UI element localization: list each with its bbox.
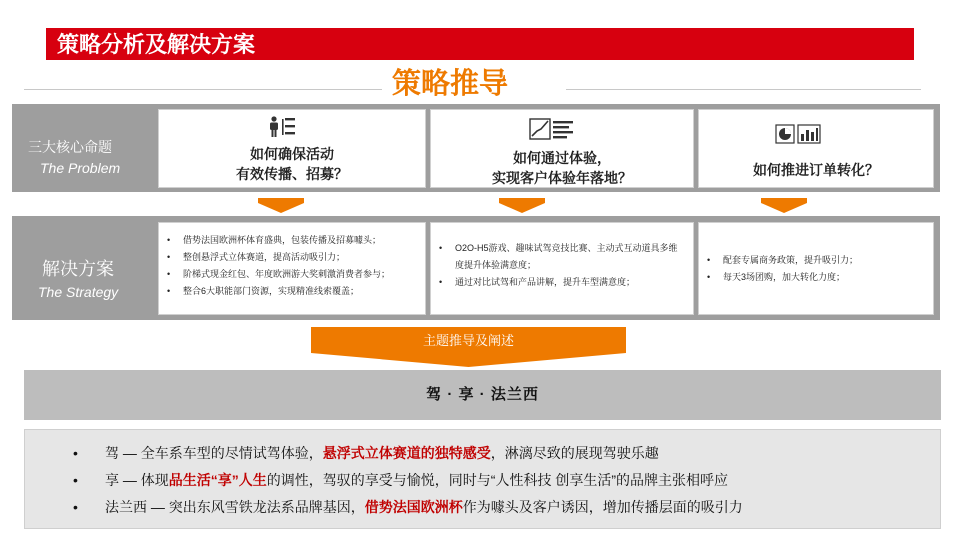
- theme-detail-text: 驾 — 全车系车型的尽情试驾体验，: [105, 445, 323, 461]
- strategy-card-1: [158, 222, 426, 315]
- bullet: •: [73, 499, 78, 515]
- strategy-label-cn: 解决方案: [42, 259, 114, 279]
- bullet: •: [73, 472, 78, 488]
- list-item: • 借势法国欧洲杯体育盛典，包装传播及招募噱头；: [161, 232, 425, 249]
- problem-card-2-line2: 实现客户体验年落地？: [492, 170, 632, 186]
- list-item: • O2O-H5游戏、趣味试驾竞技比赛、主动式互动道具多维度提升体验满意度；: [433, 240, 683, 274]
- people-org-icon: [267, 116, 299, 138]
- theme-detail-text: 作为噱头及客户诱因，增加传播层面的吸引力: [462, 499, 743, 515]
- page-title: 策略分析及解决方案: [57, 32, 256, 57]
- down-arrow-2: [499, 198, 545, 213]
- strategy-card-3: [698, 222, 934, 315]
- theme-detail-highlight: 品生活“享”人生: [168, 472, 267, 488]
- theme-detail-item: [25, 467, 940, 494]
- strategy-label-en: The Strategy: [38, 284, 119, 300]
- theme-detail-highlight: 悬浮式立体赛道的独特感受: [322, 445, 491, 461]
- pie-bar-chart-icon: [775, 124, 821, 146]
- list-item: • 配套专属商务政策，提升吸引力；: [701, 252, 933, 269]
- theme-detail-item: [25, 494, 940, 521]
- list-item: • 整合6大职能部门资源，实现精准线索覆盖；: [161, 283, 425, 300]
- down-arrow-3: [761, 198, 807, 213]
- bullet: •: [73, 445, 78, 461]
- divider-left: [24, 89, 382, 90]
- theme-detail-highlight: 借势法国欧洲杯: [364, 499, 463, 515]
- problem-label-cn: 三大核心命题: [28, 139, 112, 155]
- problem-card-1-line2: 有效传播、招募？: [236, 166, 348, 182]
- theme-detail-panel: [24, 429, 941, 529]
- problem-card-1: [158, 109, 426, 188]
- section-subtitle: 策略推导: [391, 68, 508, 100]
- problem-card-1-line1: 如何确保活动: [250, 146, 334, 162]
- strategy-card-2: [430, 222, 694, 315]
- list-item: • 整创悬浮式立体赛道，提高活动吸引力；: [161, 249, 425, 266]
- problem-card-2-line1: 如何通过体验，: [513, 150, 611, 166]
- problem-label-en: The Problem: [40, 160, 121, 176]
- list-item: • 每天3场团购，加大转化力度；: [701, 269, 933, 286]
- problem-card-2: [430, 109, 694, 188]
- problem-card-3-line1: 如何推进订单转化？: [753, 162, 879, 178]
- theme-detail-item: [25, 440, 940, 467]
- divider-right: [566, 89, 921, 90]
- derivation-arrow-label: 主题推导及阐述: [422, 333, 514, 348]
- theme-detail-text: 享 — 体现: [105, 472, 169, 488]
- list-item: • 通过对比试驾和产品讲解，提升车型满意度；: [433, 274, 683, 291]
- list-item: • 阶梯式现金红包、年度欧洲游大奖刺激消费者参与；: [161, 266, 425, 283]
- problem-card-3: [698, 109, 934, 188]
- theme-detail-text: 法兰西 — 突出东风雪铁龙法系品牌基因，: [105, 499, 365, 515]
- line-chart-icon: [529, 118, 575, 142]
- theme-title: 驾 · 享 · 法兰西: [426, 386, 539, 403]
- theme-detail-text: 的调性，驾驭的享受与愉悦，同时与“人性科技 创享生活”的品牌主张相呼应: [266, 472, 728, 488]
- theme-detail-text: ，淋漓尽致的展现驾驶乐趣: [490, 445, 659, 461]
- down-arrow-1: [258, 198, 304, 213]
